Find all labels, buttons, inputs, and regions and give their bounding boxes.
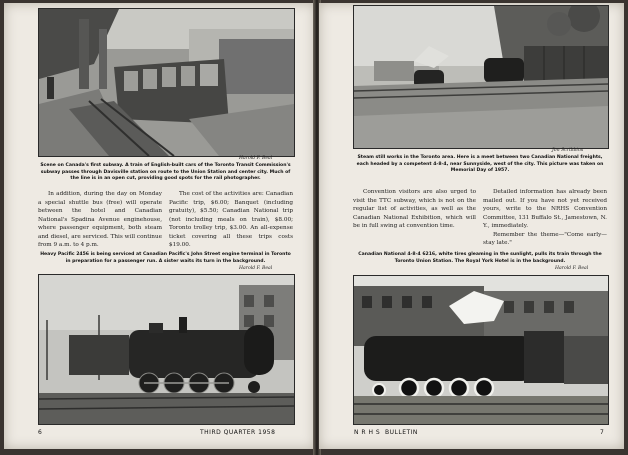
locomotive-at-station-image bbox=[354, 276, 608, 424]
page-number: 6 bbox=[38, 429, 43, 436]
running-foot: THIRD QUARTER 1958 bbox=[200, 429, 276, 436]
subway-photo bbox=[38, 8, 295, 157]
right-page bbox=[319, 3, 624, 449]
page-number: 7 bbox=[600, 429, 605, 436]
running-foot: N R H S BULLETIN bbox=[354, 429, 418, 436]
article-paragraph: The cost of the activities are: Canadian Pacific trip, $6.00; Banquet (including gratuity), $5.50; Canadian National trip (not including meals on train), $8.00; Toronto trolley trip, $3.00. An all-expense ticket covering all these trips costs $19.00. bbox=[169, 191, 293, 248]
union-station-photo bbox=[353, 275, 609, 425]
freight-trains-image bbox=[354, 6, 608, 148]
article-column-right bbox=[483, 188, 607, 248]
photo-caption: Canadian National 4-8-4 6216, white tires gleaming in the sunlight, pulls its train through the Toronto Union Station. The Royal York Hotel is in the background. bbox=[358, 252, 602, 264]
photo-caption: Steam still works in the Toronto area. Here is a meet between two Canadian National freights, each headed by a competent 4-8-4, near Sunnyside, west of the city. This picture was taken on Memorial Day of 1957. bbox=[356, 155, 604, 173]
article-paragraph: In addition, during the day on Monday a special shuttle bus (free) will operate between the hotel and Canadian National's Spadina Avenue enginehouse, where passenger equipment, both steam and diesel, are serviced. This will continue from 9 a.m. to 4 p.m. bbox=[38, 191, 162, 248]
photo-caption: Heavy Pacific 2456 is being serviced at Canadian Pacific's John Street engine terminal in Toronto in preparation for a passenger run. A sister waits its turn in the background. bbox=[40, 252, 291, 264]
article-column-left bbox=[353, 188, 476, 231]
article-paragraph: Remember the theme—"Come early—stay late." bbox=[483, 231, 607, 246]
locomotive-photo bbox=[38, 274, 295, 425]
article-column-right bbox=[169, 190, 293, 250]
photo-credit: Harold F. Beal bbox=[239, 266, 273, 271]
photo-credit: Harold F. Beal bbox=[239, 156, 273, 161]
article-paragraph: Detailed information has already been mailed out. If you have not yet received yours, write to the NRHS Convention Committee, 131 Buffalo St., Jamestown, N. Y., immediately. bbox=[483, 189, 607, 229]
steam-locomotive-image bbox=[39, 275, 294, 424]
article-paragraph: Convention visitors are also urged to visit the TTC subway, which is not on the regular list of activities, as well as the Canadian National Exhibition, which will be in full swing at convention time. bbox=[353, 189, 476, 229]
photo-credit: Jim Scribbins bbox=[552, 148, 584, 153]
photo-credit: Harold F. Beal bbox=[555, 266, 589, 271]
freight-photo bbox=[353, 5, 609, 149]
subway-scene-image bbox=[39, 9, 294, 156]
photo-caption: Scene on Canada's first subway. A train of English-built cars of the Toronto Transit Commission's subway passes through Davisville station on route to the Union Station and center city. Much of the line is in an open cut, providing good spots for the rail photographer. bbox=[40, 163, 291, 181]
article-column-left bbox=[38, 190, 162, 250]
left-page bbox=[4, 3, 315, 449]
